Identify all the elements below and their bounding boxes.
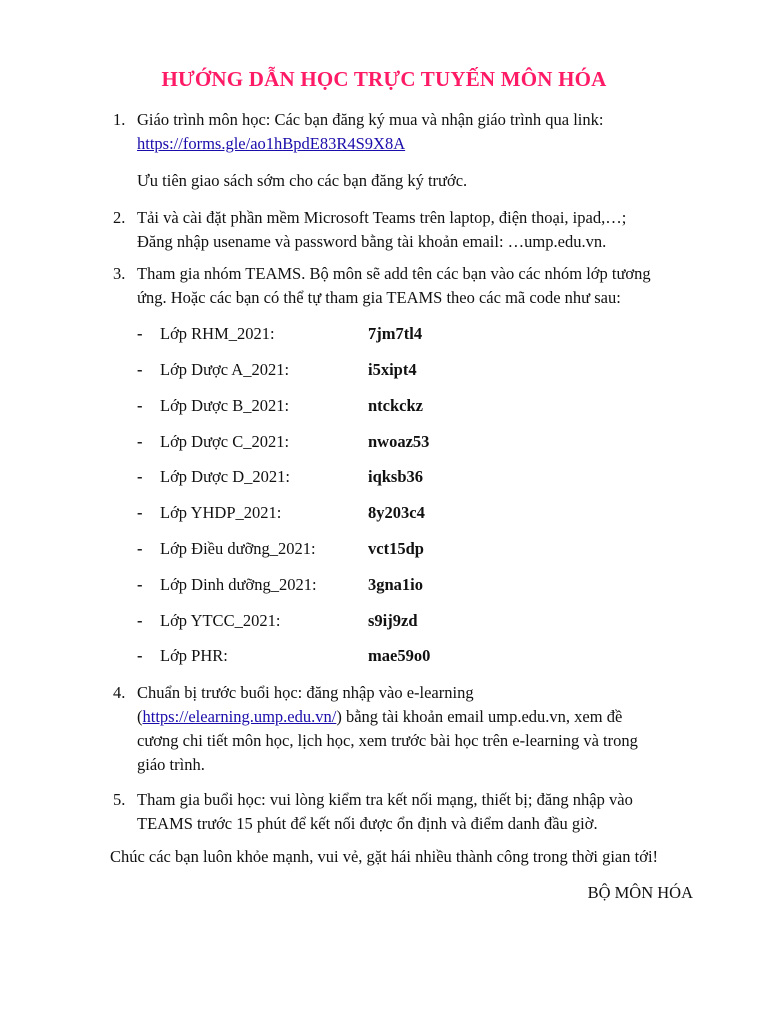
- list-dash: -: [137, 611, 143, 630]
- class-name: Lớp YHDP_2021:: [160, 503, 282, 522]
- elearning-link[interactable]: https://elearning.ump.edu.vn/: [142, 707, 337, 726]
- item-5-line-1: Tham gia buổi học: vui lòng kiểm tra kết nối mạng, thiết bị; đăng nhập vào: [137, 790, 633, 809]
- class-code: nwoaz53: [368, 432, 430, 451]
- item-3-line-2: ứng. Hoặc các bạn có thể tự tham gia TEAMS theo các mã code như sau:: [137, 288, 621, 307]
- class-code: vct15dp: [368, 539, 424, 558]
- item-5-line-2: TEAMS trước 15 phút để kết nối được ổn định và điểm danh đầu giờ.: [137, 814, 598, 833]
- list-dash: -: [137, 539, 143, 558]
- list-dash: -: [137, 360, 143, 379]
- item-4-number: 4.: [113, 683, 126, 702]
- class-row: [137, 324, 537, 346]
- class-row: [137, 575, 537, 597]
- item-2-number: 2.: [113, 208, 126, 227]
- closing-message: Chúc các bạn luôn khỏe mạnh, vui vẻ, gặt hái nhiều thành công trong thời gian tới!: [109, 847, 659, 866]
- list-dash: -: [137, 467, 143, 486]
- document-title: HƯỚNG DẪN HỌC TRỰC TUYẾN MÔN HÓA: [161, 67, 607, 91]
- class-row: [137, 432, 537, 454]
- paren-open: (: [137, 707, 143, 726]
- class-row: [137, 646, 537, 668]
- class-row: [137, 611, 537, 633]
- class-code: iqksb36: [368, 467, 424, 486]
- class-name: Lớp Dinh dưỡng_2021:: [160, 575, 317, 594]
- class-name: Lớp Điều dưỡng_2021:: [160, 539, 316, 558]
- class-code: ntckckz: [368, 396, 423, 415]
- class-row: [137, 360, 537, 382]
- list-dash: -: [137, 646, 143, 665]
- class-name: Lớp Dược A_2021:: [160, 360, 290, 379]
- item-4-line-2-rest: ) bằng tài khoản email ump.edu.vn, xem đề: [336, 707, 623, 726]
- class-code: 3gna1io: [368, 575, 424, 594]
- list-dash: -: [137, 396, 143, 415]
- class-row: [137, 539, 537, 561]
- class-code: mae59o0: [368, 646, 431, 665]
- class-row: [137, 503, 537, 525]
- signature: BỘ MÔN HÓA: [587, 883, 693, 902]
- list-dash: -: [137, 324, 143, 343]
- list-dash: -: [137, 503, 143, 522]
- class-code: 7jm7tl4: [368, 324, 423, 343]
- class-name: Lớp Dược D_2021:: [160, 467, 290, 486]
- class-name: Lớp YTCC_2021:: [160, 611, 281, 630]
- class-name: Lớp Dược B_2021:: [160, 396, 290, 415]
- item-3-number: 3.: [113, 264, 126, 283]
- class-row: [137, 396, 537, 418]
- item-1-text: Giáo trình môn học: Các bạn đăng ký mua và nhận giáo trình qua link:: [137, 110, 604, 129]
- class-name: Lớp PHR:: [160, 646, 228, 665]
- item-1-number: 1.: [113, 110, 126, 129]
- item-4-line-2: [137, 705, 707, 729]
- registration-form-link[interactable]: https://forms.gle/ao1hBpdE83R4S9X8A: [137, 134, 406, 153]
- item-2-line-1: Tải và cài đặt phần mềm Microsoft Teams trên laptop, điện thoại, ipad,…;: [137, 208, 627, 227]
- class-name: Lớp Dược C_2021:: [160, 432, 290, 451]
- class-code: s9ij9zd: [368, 611, 418, 630]
- list-dash: -: [137, 575, 143, 594]
- item-2-line-2: Đăng nhập usename và password bằng tài khoản email: …ump.edu.vn.: [137, 232, 607, 251]
- item-4-line-4: giáo trình.: [137, 755, 205, 774]
- item-4-line-1: Chuẩn bị trước buổi học: đăng nhập vào e-learning: [137, 683, 474, 702]
- class-code: 8y203c4: [368, 503, 425, 522]
- item-4-line-3: cương chi tiết môn học, lịch học, xem trước bài học trên e-learning và trong: [137, 731, 638, 750]
- list-dash: -: [137, 432, 143, 451]
- class-row: [137, 467, 537, 489]
- item-5-number: 5.: [113, 790, 126, 809]
- item-3-line-1: Tham gia nhóm TEAMS. Bộ môn sẽ add tên các bạn vào các nhóm lớp tương: [137, 264, 651, 283]
- class-name: Lớp RHM_2021:: [160, 324, 275, 343]
- item-1-note: Ưu tiên giao sách sớm cho các bạn đăng ký trước.: [137, 171, 468, 190]
- class-code: i5xipt4: [368, 360, 417, 379]
